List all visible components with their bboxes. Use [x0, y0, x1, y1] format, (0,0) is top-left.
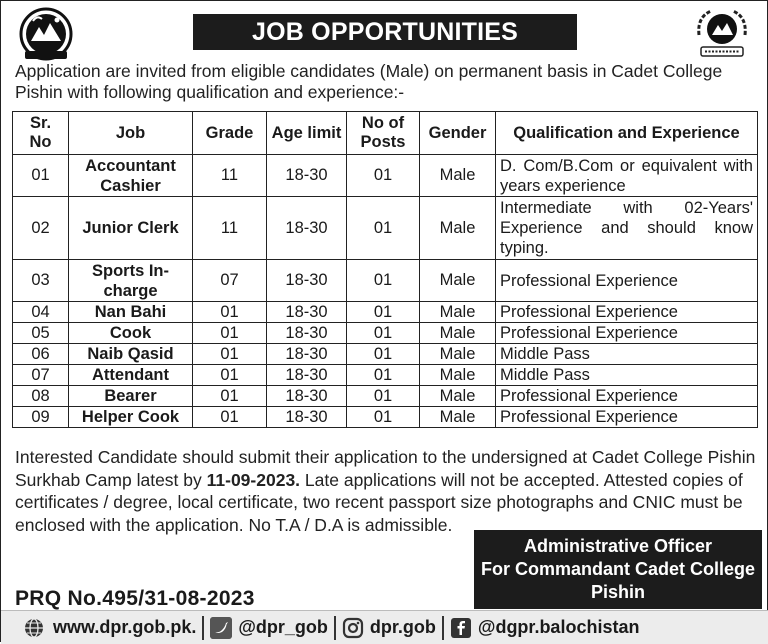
footer-facebook[interactable]: [450, 611, 640, 644]
cell-job: Junior Clerk: [69, 197, 193, 260]
cell-gender: Male: [420, 155, 496, 197]
cell-age: 18-30: [267, 155, 347, 197]
footer-website[interactable]: [23, 611, 196, 644]
cell-gender: Male: [420, 302, 496, 323]
deadline-date: 11-09-2023.: [206, 469, 301, 490]
cell-grade: 01: [193, 344, 267, 365]
officer-location: Pishin: [590, 582, 645, 602]
cell-posts: 01: [347, 302, 420, 323]
cell-qualification: D. Com/B.Com or equivalent with years experience: [496, 155, 758, 197]
cell-sr: 07: [13, 365, 69, 386]
cell-grade: 01: [193, 323, 267, 344]
col-header-age-limit: Age limit: [267, 112, 347, 155]
facebook-icon: [450, 617, 472, 639]
cell-job: Naib Qasid: [69, 344, 193, 365]
officer-office: For Commandant Cadet College: [480, 559, 756, 579]
table-row: [13, 407, 758, 428]
table-header-row: [13, 112, 758, 155]
cell-gender: Male: [420, 344, 496, 365]
footer-divider: [334, 616, 336, 640]
cell-grade: 07: [193, 260, 267, 302]
col-header-job: Job: [69, 112, 193, 155]
cell-qualification: Professional Experience: [496, 386, 758, 407]
table-row: [13, 260, 758, 302]
cell-sr: 05: [13, 323, 69, 344]
cell-gender: Male: [420, 386, 496, 407]
table-row: [13, 323, 758, 344]
twitter-icon: [210, 617, 232, 639]
cell-qualification: Professional Experience: [496, 407, 758, 428]
cell-grade: 01: [193, 302, 267, 323]
col-header-sr-no: Sr. No: [13, 112, 69, 155]
cell-sr: 06: [13, 344, 69, 365]
cell-age: 18-30: [267, 323, 347, 344]
cell-grade: 01: [193, 386, 267, 407]
cell-grade: 11: [193, 197, 267, 260]
cadet-college-pishin-crest-icon: [691, 5, 753, 61]
table-row: [13, 197, 758, 260]
footer-divider: [202, 616, 204, 640]
cell-job: Nan Bahi: [69, 302, 193, 323]
twitter-handle: @dpr_gob: [238, 617, 328, 637]
cell-age: 18-30: [267, 386, 347, 407]
table-row: [13, 386, 758, 407]
cell-sr: 04: [13, 302, 69, 323]
cell-posts: 01: [347, 155, 420, 197]
cell-posts: 01: [347, 407, 420, 428]
footer-contact-bar: [1, 610, 768, 644]
cell-qualification: Middle Pass: [496, 344, 758, 365]
cell-sr: 02: [13, 197, 69, 260]
cell-sr: 01: [13, 155, 69, 197]
cell-job: Sports In-charge: [69, 260, 193, 302]
cell-job: Attendant: [69, 365, 193, 386]
facebook-handle: @dgpr.balochistan: [477, 617, 640, 637]
cell-posts: 01: [347, 323, 420, 344]
cell-gender: Male: [420, 365, 496, 386]
cell-qualification: Professional Experience: [496, 323, 758, 344]
cell-posts: 01: [347, 197, 420, 260]
table-row: [13, 155, 758, 197]
col-header-gender: Gender: [420, 112, 496, 155]
cell-age: 18-30: [267, 407, 347, 428]
prq-number: PRQ No.495/31-08-2023: [15, 587, 255, 610]
instagram-handle: dpr.gob: [369, 617, 436, 637]
table-row: [13, 365, 758, 386]
officer-signature-block: [474, 530, 762, 609]
col-header-grade: Grade: [193, 112, 267, 155]
cell-age: 18-30: [267, 260, 347, 302]
cell-age: 18-30: [267, 197, 347, 260]
cell-sr: 03: [13, 260, 69, 302]
cell-gender: Male: [420, 407, 496, 428]
cell-posts: 01: [347, 365, 420, 386]
cell-sr: 09: [13, 407, 69, 428]
col-header-qualification: Qualification and Experience: [496, 112, 758, 155]
officer-title: Administrative Officer: [523, 536, 713, 556]
cell-grade: 11: [193, 155, 267, 197]
cell-qualification: Middle Pass: [496, 365, 758, 386]
website-text: www.dpr.gob.pk.: [53, 617, 197, 637]
table-row: [13, 302, 758, 323]
closing-instructions: [15, 446, 759, 536]
cell-job: Accountant Cashier: [69, 155, 193, 197]
instagram-icon: [342, 617, 364, 639]
cell-sr: 08: [13, 386, 69, 407]
page-title: JOB OPPORTUNITIES: [193, 14, 577, 50]
globe-icon: [23, 617, 45, 639]
intro-text: Application are invited from eligible candidates (Male) on permanent basis in Cadet College Pishin with following qualification and experience:-: [15, 61, 723, 102]
balochistan-govt-emblem-icon: [17, 7, 75, 61]
table-row: [13, 344, 758, 365]
cell-age: 18-30: [267, 344, 347, 365]
col-header-no-of-posts: No of Posts: [347, 112, 420, 155]
cell-job: Cook: [69, 323, 193, 344]
cell-qualification: Intermediate with 02-Years' Experience and should know typing.: [496, 197, 758, 260]
cell-posts: 01: [347, 344, 420, 365]
cell-posts: 01: [347, 386, 420, 407]
cell-job: Bearer: [69, 386, 193, 407]
footer-instagram[interactable]: [342, 611, 436, 644]
cell-gender: Male: [420, 197, 496, 260]
cell-gender: Male: [420, 323, 496, 344]
cell-grade: 01: [193, 407, 267, 428]
jobs-table: [12, 111, 758, 428]
cell-age: 18-30: [267, 365, 347, 386]
cell-job: Helper Cook: [69, 407, 193, 428]
cell-qualification: Professional Experience: [496, 260, 758, 302]
cell-posts: 01: [347, 260, 420, 302]
footer-twitter[interactable]: [210, 611, 328, 644]
cell-grade: 01: [193, 365, 267, 386]
footer-divider: [442, 616, 444, 640]
cell-qualification: Professional Experience: [496, 302, 758, 323]
closing-text-1: Interested Candidate should submit their application to the undersigned at Cadet College Pishin Surkhab Camp latest by: [15, 447, 756, 490]
closing-text-2: Late applications will not be accepted. Attested copies of certificates / degree, local certificate, two recent passport size photographs and CNIC must be enclosed with the application. No T.A / D.A is admissible.: [15, 469, 743, 535]
cell-gender: Male: [420, 260, 496, 302]
cell-age: 18-30: [267, 302, 347, 323]
